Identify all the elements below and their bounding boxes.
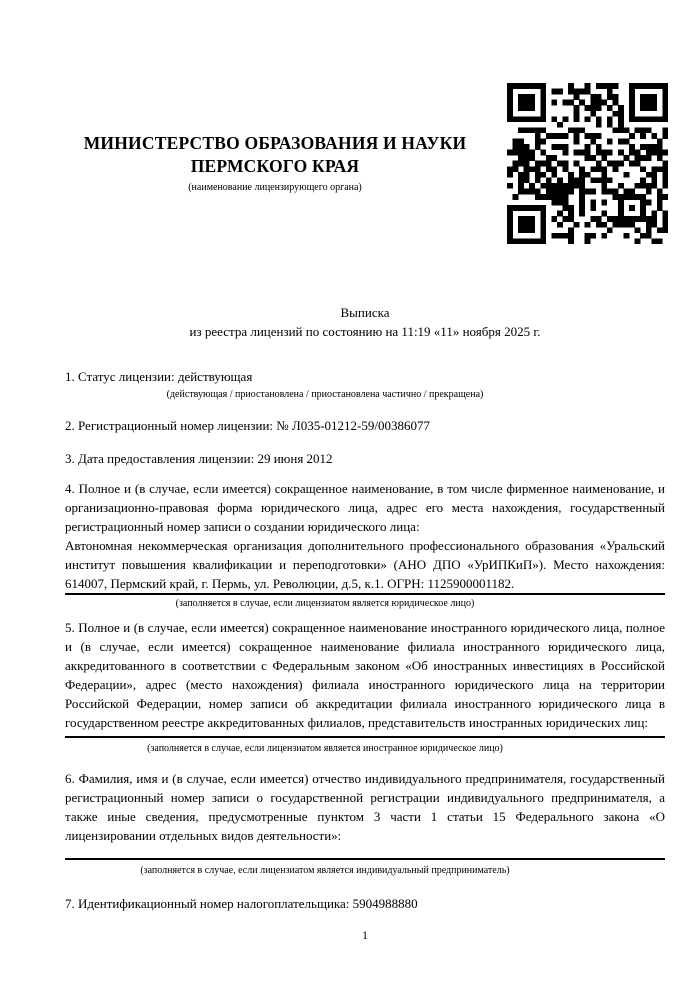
individual-entrepreneur-caption: (заполняется в случае, если лицензиатом является индивидуальный предприниматель) — [140, 865, 510, 876]
item-legal-entity — [65, 479, 665, 610]
license-status-text: 1. Статус лицензии: действующая — [65, 369, 253, 384]
individual-entrepreneur-blank-line — [65, 845, 665, 860]
registration-number-text: 2. Регистрационный номер лицензии: № Л035-01212-59/00386077 — [65, 418, 431, 433]
ministry-name-line1: МИНИСТЕРСТВО ОБРАЗОВАНИЯ И НАУКИ — [83, 133, 467, 153]
qr-code — [507, 83, 668, 244]
foreign-entity-caption: (заполняется в случае, если лицензиатом является иностранное юридическое лицо) — [147, 743, 503, 754]
legal-entity-value: Автономная некоммерческая организация дополнительного профессионального образования «Уральский институт повышения квалификации и переподготовки» (АНО ДПО «УрИПКиП»). Место нахождения: 614007, Пермский край, г. Пермь, ул. Революции, д.5, к.1. ОГРН: 1125900001182. — [65, 536, 665, 595]
licensing-authority-block — [65, 132, 485, 194]
license-status-caption: (действующая / приостановлена / приостановлена частично / прекращена) — [166, 389, 484, 400]
taxpayer-number-text: 7. Идентификационный номер налогоплательщика: 5904988880 — [65, 896, 418, 911]
document-title-line2: из реестра лицензий по состоянию на 11:19 «11» ноября 2025 г. — [189, 324, 541, 339]
individual-entrepreneur-label: 6. Фамилия, имя и (в случае, если имеется) отчество индивидуального предпринимателя, государственный регистрационный номер записи о государственной регистрации индивидуального предпринимателя, а также иные сведения, предусмотренные пунктом 3 части 1 статьи 15 Федерального закона «О лицензировании отдельных видов деятельности»: — [65, 771, 665, 843]
item-license-date — [65, 449, 665, 468]
document-title-line1: Выписка — [340, 305, 390, 320]
item-license-status — [65, 367, 665, 401]
foreign-entity-label: 5. Полное и (в случае, если имеется) сокращенное наименование иностранного юридического лица, полное и (в случае, если имеется) сокращенное наименование филиала иностранного юридического лица, аккредитованного в соответствии с Федеральным законом «Об иностранных инвестициях в Российской Федерации», адрес (место нахождения) филиала иностранного юридического лица на территории Российской Федерации, номер записи об аккредитации филиала иностранного юридического лица в государственном реестре аккредитованных филиалов, представительств иностранных юридических лиц: — [65, 620, 665, 730]
document-title — [65, 303, 665, 341]
legal-entity-caption: (заполняется в случае, если лицензиатом является юридическое лицо) — [175, 598, 475, 609]
item-registration-number — [65, 416, 665, 435]
foreign-entity-blank-line — [65, 732, 665, 738]
legal-entity-label: 4. Полное и (в случае, если имеется) сокращенное наименование, в том числе фирменное наименование, и организационно-правовая форма юридического лица, адрес его места нахождения, государственный регистрационный номер записи о создании юридического лица: — [65, 481, 665, 534]
page-number: 1 — [362, 928, 368, 942]
item-individual-entrepreneur — [65, 769, 665, 877]
item-taxpayer-number — [65, 894, 665, 913]
item-foreign-entity — [65, 618, 665, 755]
ministry-caption: (наименование лицензирующего органа) — [188, 182, 362, 193]
ministry-name-line2: ПЕРМСКОГО КРАЯ — [190, 156, 360, 176]
license-date-text: 3. Дата предоставления лицензии: 29 июня 2012 — [65, 451, 333, 466]
